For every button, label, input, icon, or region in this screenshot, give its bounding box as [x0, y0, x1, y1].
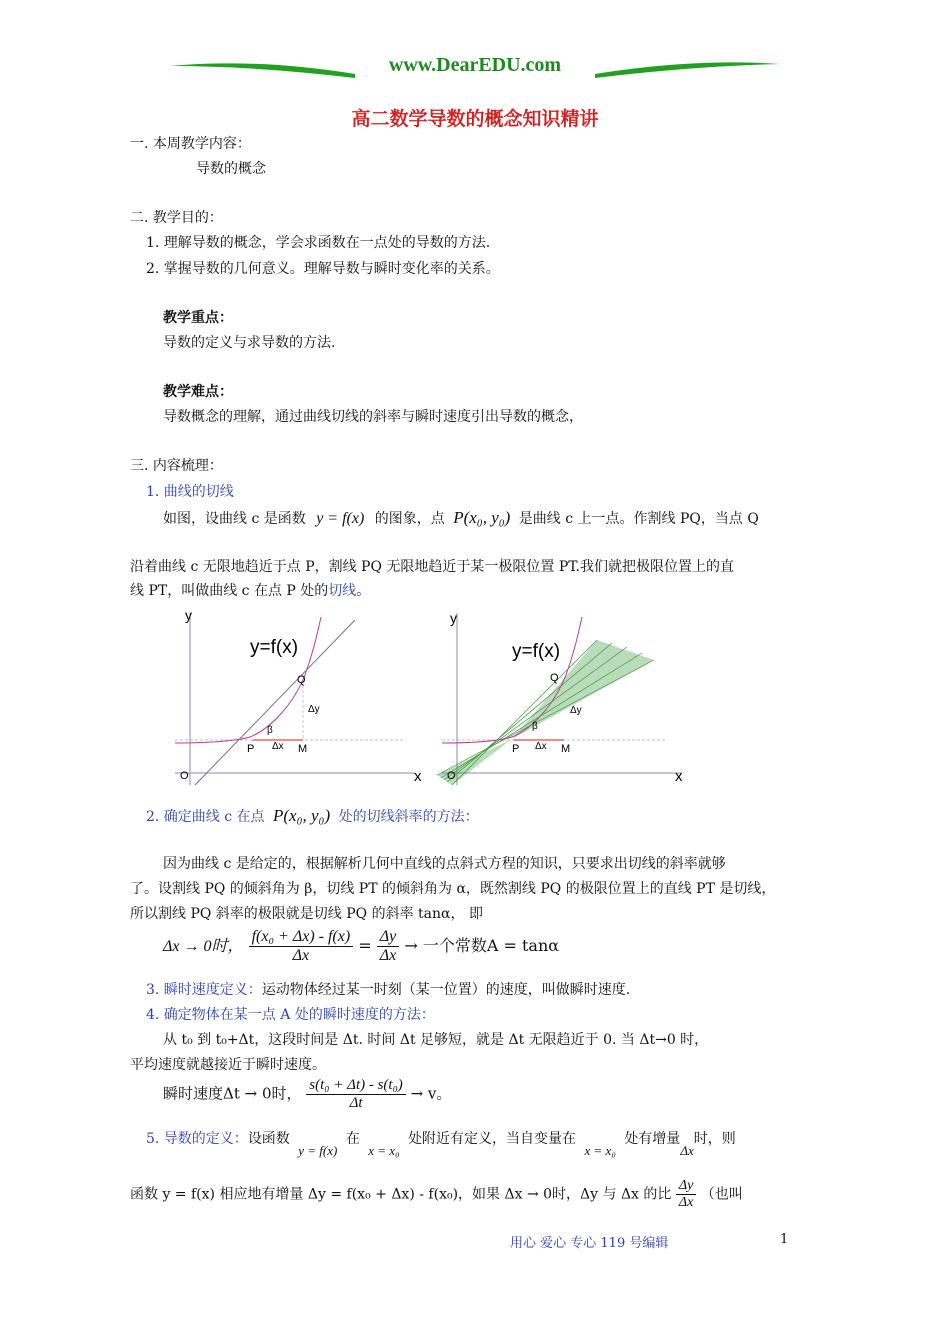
- label-dy: Δy: [570, 705, 582, 716]
- label-P: P: [512, 743, 520, 755]
- label-curve: y=f(x): [512, 641, 561, 662]
- text-span: 是曲线 c 上一点。作割线 PQ，当点 Q: [518, 511, 759, 527]
- item-3: [146, 979, 630, 999]
- fraction-num: Δy: [676, 1178, 696, 1195]
- label-x: x: [675, 768, 683, 785]
- fraction-velocity: [306, 1077, 406, 1112]
- fraction-den: Δx: [379, 947, 397, 964]
- text-span: 函数 y = f(x) 相应地有增量 Δy = f(x₀ + Δx) - f(x₀)，如果 Δx → 0时，Δy 与 Δx 的比: [130, 1186, 672, 1203]
- text-span: 处附近有定义，当自变量在: [408, 1131, 577, 1147]
- formula-tail: → v。: [410, 1084, 452, 1103]
- formula-x0: x = x₀: [584, 1143, 616, 1158]
- item-1-line-3: [130, 580, 370, 600]
- equals: =: [358, 936, 372, 955]
- item-1-title: 1. 曲线的切线: [146, 484, 234, 500]
- formula-lead: Δx → 0时，: [163, 938, 244, 955]
- text-span: 在: [345, 1131, 360, 1147]
- formula-x0: x = x₀: [368, 1143, 400, 1158]
- item-1-line-2: 沿着曲线 c 无限地趋近于点 P，割线 PQ 无限地趋近于某一极限位置 PT.我们就把极限位置上的直: [130, 559, 735, 575]
- fraction-difference: [249, 928, 354, 965]
- label-y: y: [185, 607, 192, 623]
- item-2-para-2: 了。设割线 PQ 的倾斜角为 β，切线 PT 的倾斜角为 α，既然割线 PQ 的极限位置上的直线 PT 是切线，: [130, 881, 776, 897]
- item-3-body: 运动物体经过某一时刻（某一位置）的速度，叫做瞬时速度.: [261, 982, 631, 998]
- difficult-body: 导数概念的理解，通过曲线切线的斜率与瞬时速度引出导数的概念，: [163, 409, 583, 425]
- point-P: P(x₀, y₀): [453, 508, 511, 527]
- section-3-heading: 三. 内容梳理：: [130, 458, 223, 474]
- item-4-title: 4. 确定物体在某一点 A 处的瞬时速度的方法：: [146, 1007, 435, 1023]
- label-beta: β: [267, 725, 273, 736]
- key-heading: 教学重点：: [163, 310, 233, 326]
- label-y: y: [450, 610, 457, 626]
- fraction-den: Δx: [678, 1195, 694, 1210]
- label-curve: y=f(x): [250, 637, 299, 658]
- section-1-heading: 一. 本周教学内容：: [130, 136, 251, 152]
- formula-f: y = f(x): [298, 1143, 338, 1158]
- page-title: 高二数学导数的概念知识精讲: [351, 108, 599, 130]
- fraction-num: s(t₀ + Δt) - s(t₀): [306, 1077, 406, 1095]
- item-4-line-2: 平均速度就越接近于瞬时速度。: [130, 1057, 326, 1073]
- label-Q: Q: [297, 674, 306, 686]
- fraction-dydx: [377, 928, 400, 965]
- text-span: 设函数: [247, 1131, 290, 1147]
- key-body: 导数的定义与求导数的方法.: [163, 335, 336, 351]
- velocity-formula: [163, 1077, 451, 1112]
- fraction-num: Δy: [377, 928, 400, 947]
- text-span: 时，则: [693, 1131, 736, 1147]
- difficult-heading: 教学难点：: [163, 384, 233, 400]
- item-2-para-3: 所以割线 PQ 斜率的极限就是切线 PQ 的斜率 tanα， 即: [130, 906, 483, 922]
- text-span: 2. 确定曲线 c 在点: [146, 809, 265, 825]
- label-dx: Δx: [272, 741, 284, 752]
- fraction-den: Δx: [292, 947, 310, 964]
- figure-tangent-limit: [432, 605, 694, 790]
- label-dy: Δy: [308, 704, 320, 715]
- section-1-body: 导数的概念: [196, 161, 266, 177]
- formula-tail: → 一个常数A = tanα: [404, 936, 560, 955]
- footer-text: 用心 爱心 专心 119 号编辑: [510, 1236, 669, 1251]
- figure-secant: [165, 605, 425, 790]
- page-number: 1: [780, 1232, 789, 1247]
- fraction-num: f(x₀ + Δx) - f(x): [249, 928, 354, 947]
- item-5-line-1: [146, 1128, 736, 1158]
- text-span: 。: [356, 583, 371, 599]
- item-2-para-1: 因为曲线 c 是给定的，根据解析几何中直线的点斜式方程的知识，只要求出切线的斜率就够: [163, 856, 726, 872]
- fraction-ratio: [676, 1178, 696, 1211]
- label-beta: β: [532, 721, 538, 732]
- label-origin: O: [180, 770, 189, 782]
- label-dx: Δx: [535, 741, 547, 752]
- tangent-link[interactable]: 切线: [328, 583, 357, 599]
- text-span: 处的切线斜率的方法：: [338, 809, 479, 825]
- label-M: M: [561, 743, 571, 755]
- label-origin: O: [447, 770, 456, 782]
- slope-formula: [163, 928, 559, 965]
- label-P: P: [247, 743, 255, 755]
- item-5-title: 5. 导数的定义：: [146, 1131, 248, 1147]
- item-5-line-2: [130, 1178, 743, 1211]
- curve-f: [442, 617, 582, 743]
- label-Q: Q: [550, 672, 559, 684]
- formula-f: y = f(x): [316, 510, 365, 527]
- banner-text[interactable]: www.DearEDU.com: [388, 54, 562, 76]
- text-span: 线 PT，叫做曲线 c 在点 P 处的: [130, 583, 329, 599]
- section-2-heading: 二. 教学目的：: [130, 210, 223, 226]
- item-1-line-1: [163, 508, 759, 528]
- fraction-den: Δt: [349, 1095, 363, 1111]
- item-3-title: 3. 瞬时速度定义：: [146, 982, 262, 998]
- text-span: 如图，设曲线 c 是函数: [163, 511, 306, 527]
- label-M: M: [298, 743, 308, 755]
- point-P: P(x₀, y₀): [273, 806, 331, 825]
- formula-lead: 瞬时速度Δt → 0时，: [163, 1084, 302, 1103]
- goal-item-1: 1. 理解导数的概念，学会求函数在一点处的导数的方法.: [146, 235, 491, 251]
- text-span: （也叫: [700, 1186, 743, 1203]
- goal-item-2: 2. 掌握导数的几何意义。理解导数与瞬时变化率的关系。: [146, 261, 500, 277]
- formula-dx: Δx: [680, 1143, 694, 1158]
- item-2-title: [146, 806, 479, 826]
- header-banner: [0, 52, 950, 92]
- label-x: x: [414, 768, 422, 785]
- text-span: 的图象，点: [374, 511, 445, 527]
- text-span: 处有增量: [624, 1131, 681, 1147]
- item-4-line-1: 从 t₀ 到 t₀+Δt，这段时间是 Δt. 时间 Δt 足够短，就是 Δt 无限趋近于 0. 当 Δt→0 时，: [163, 1032, 709, 1048]
